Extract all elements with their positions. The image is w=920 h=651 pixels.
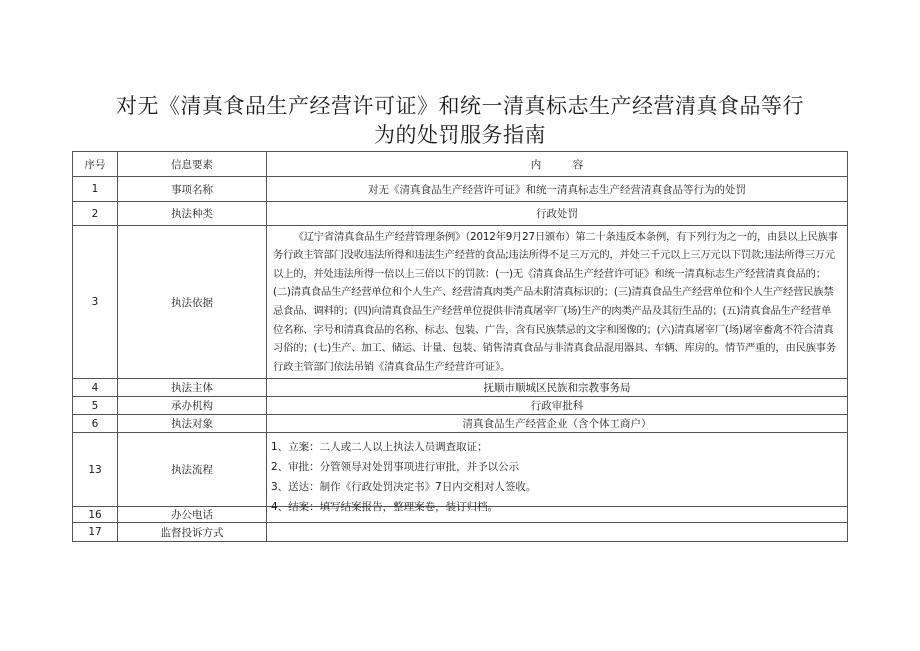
row-item: 监督投诉方式 bbox=[118, 523, 267, 542]
title-line-1: 对无《清真食品生产经营许可证》和统一清真标志生产经营清真食品等行 bbox=[116, 94, 804, 118]
row-item: 执法主体 bbox=[118, 379, 267, 397]
row-seq: 5 bbox=[73, 397, 118, 415]
row-seq: 4 bbox=[73, 379, 118, 397]
process-step: 2、审批：分管领导对处罚事项进行审批，并予以公示 bbox=[271, 461, 520, 473]
table-row bbox=[73, 523, 848, 542]
header-content: 内 容 bbox=[267, 152, 848, 177]
row-item: 执法依据 bbox=[118, 226, 267, 379]
table-header-row bbox=[73, 152, 848, 177]
row-seq: 2 bbox=[73, 202, 118, 226]
service-guide-table bbox=[72, 151, 848, 542]
process-step: 4、结案：填写结案报告，整理案卷，装订归档。 bbox=[271, 501, 499, 513]
row-seq: 1 bbox=[73, 177, 118, 202]
table-row bbox=[73, 177, 848, 202]
title-line-2: 为的处罚服务指南 bbox=[374, 123, 546, 147]
row-seq: 16 bbox=[73, 507, 118, 523]
row-item: 事项名称 bbox=[118, 177, 267, 202]
row-content: 清真食品生产经营企业（含个体工商户） bbox=[267, 415, 848, 433]
table-row bbox=[73, 415, 848, 433]
row-content: 抚顺市顺城区民族和宗教事务局 bbox=[267, 379, 848, 397]
table-row bbox=[73, 397, 848, 415]
row-item: 办公电话 bbox=[118, 507, 267, 523]
process-steps-cell bbox=[267, 433, 848, 513]
row-seq: 13 bbox=[73, 433, 118, 507]
row-seq: 17 bbox=[73, 523, 118, 542]
table-row bbox=[73, 226, 848, 379]
page-title bbox=[60, 92, 860, 150]
process-step: 1、立案：二人或二人以上执法人员调查取证； bbox=[271, 441, 488, 453]
table-row bbox=[73, 202, 848, 226]
row-item: 承办机构 bbox=[118, 397, 267, 415]
process-step: 3、送达：制作《行政处罚决定书》7日内交相对人签收。 bbox=[271, 481, 537, 493]
row-item: 执法对象 bbox=[118, 415, 267, 433]
row-content bbox=[267, 523, 848, 542]
header-item: 信息要素 bbox=[118, 152, 267, 177]
legal-basis-text: 《辽宁省清真食品生产经营管理条例》（2012年9月27日颁布）第二十条违反本条例，有下列行为之一的，由县以上民族事务行政主管部门没收违法所得和违法生产经营的食品;违法所得不足三万元的，并处三千元以上三万元以下罚款;违法所得三万元以上的，并处违法所得一倍以上三倍以下的罚款：(一)无《清真食品生产经营许可证》和统一清真标志生产经营清真食品的；(二)清真食品生产经营单位和个人生产、经营清真肉类产品未附清真标识的；(三)清真食品生产经营单位和个人生产经营民族禁忌食品、调料的；(四)向清真食品生产经营单位提供非清真屠宰厂(场)生产的肉类产品及其衍生品的；(五)清真食品生产经营单位名称、字号和清真食品的名称、标志、包装、广告，含有民族禁忌的文字和图像的；(六)清真屠宰厂(场)屠宰畜禽不符合清真习俗的；(七)生产、加工、储运、计量、包装、销售清真食品与非清真食品混用器具、车辆、库房的。情节严重的，由民族事务行政主管部门依法吊销《清真食品生产经营许可证》。 bbox=[267, 226, 848, 379]
table-row bbox=[73, 379, 848, 397]
row-item: 执法流程 bbox=[118, 433, 267, 507]
row-content: 对无《清真食品生产经营许可证》和统一清真标志生产经营清真食品等行为的处罚 bbox=[267, 177, 848, 202]
row-seq: 3 bbox=[73, 226, 118, 379]
row-content: 行政处罚 bbox=[267, 202, 848, 226]
row-content: 行政审批科 bbox=[267, 397, 848, 415]
header-seq: 序号 bbox=[73, 152, 118, 177]
table-row bbox=[73, 433, 848, 507]
row-seq: 6 bbox=[73, 415, 118, 433]
row-item: 执法种类 bbox=[118, 202, 267, 226]
